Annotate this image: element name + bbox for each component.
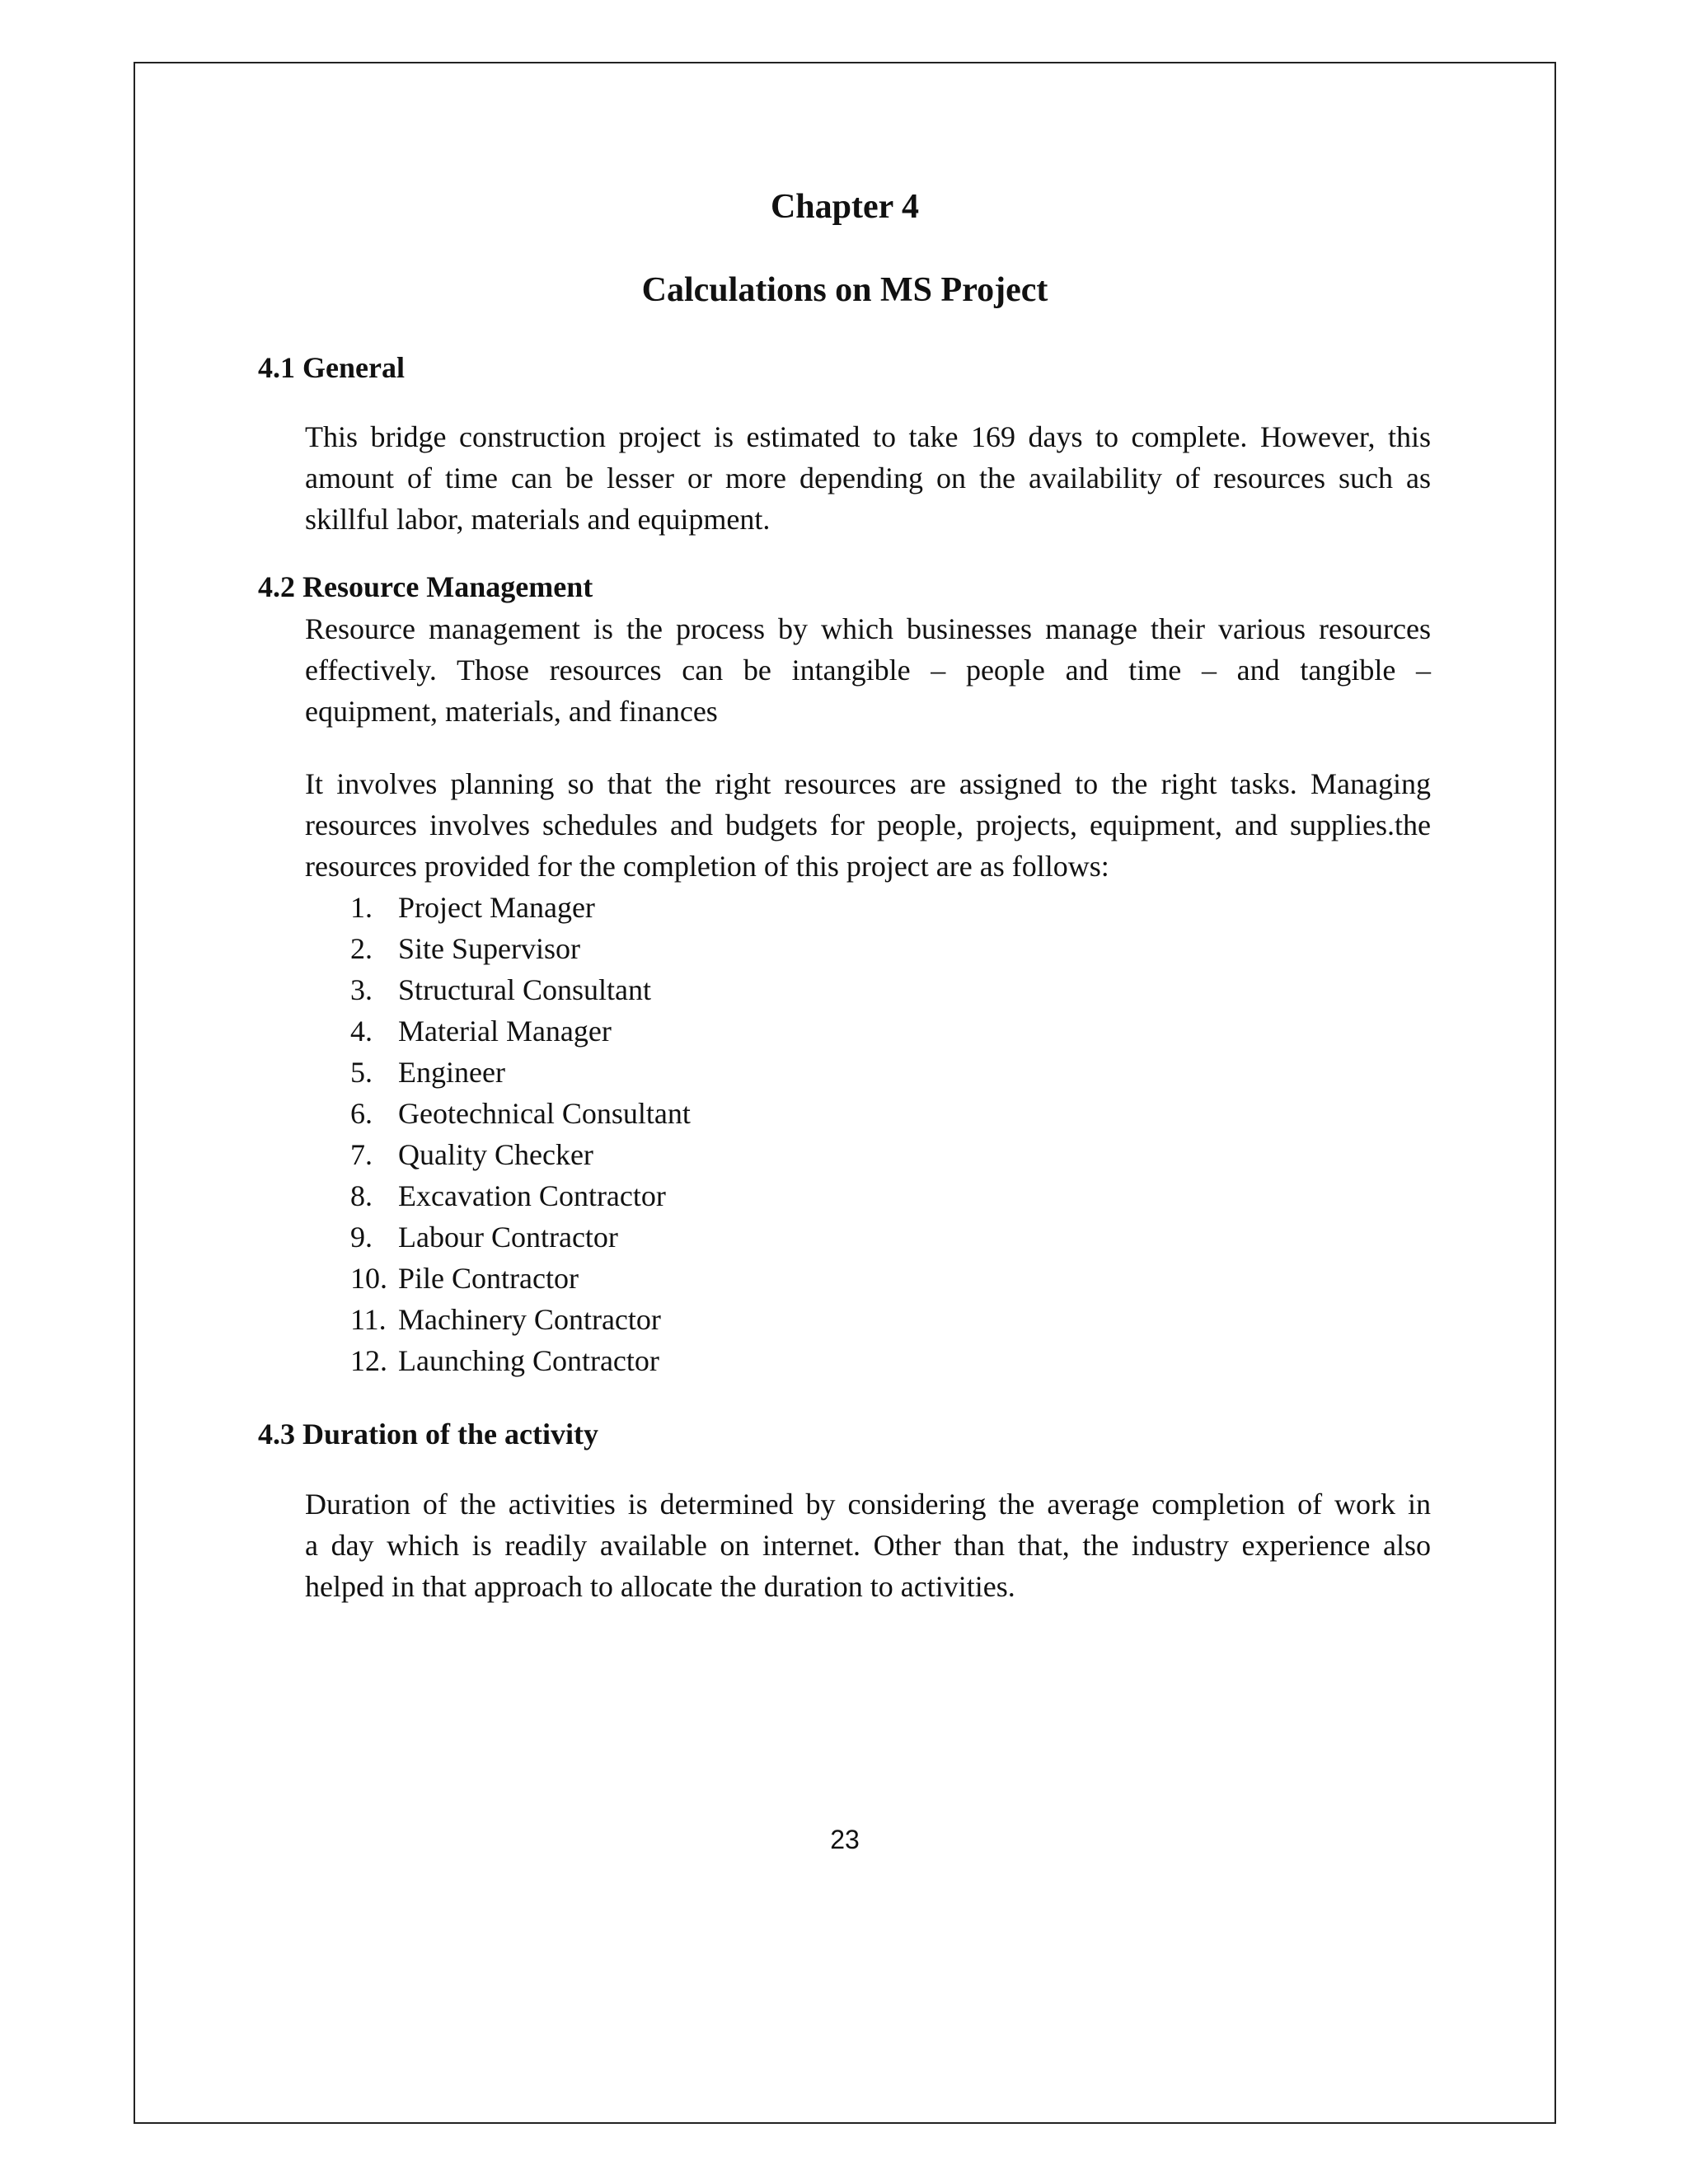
- paragraph-line: Resource management is the process by which businesses manage their various resources: [305, 612, 1431, 645]
- paragraph-line: skillful labor, materials and equipment.: [305, 503, 771, 536]
- paragraph-line: resources provided for the completion of this project are as follows:: [305, 850, 1109, 883]
- list-item-label: Engineer: [398, 1056, 505, 1089]
- list-item-number: 9.: [350, 1221, 373, 1254]
- section-heading-general: 4.1 General: [258, 351, 405, 384]
- list-item: [305, 1299, 691, 1340]
- list-item-number: 5.: [350, 1056, 373, 1089]
- list-item-label: Excavation Contractor: [398, 1179, 666, 1212]
- list-item: [305, 1258, 691, 1299]
- list-item-label: Project Manager: [398, 891, 595, 924]
- paragraph-line: amount of time can be lesser or more depending on the availability of resources such as: [305, 462, 1431, 494]
- paragraph-line: It involves planning so that the right resources are assigned to the right tasks. Managing: [305, 767, 1431, 800]
- list-item-number: 8.: [350, 1179, 373, 1212]
- list-item-number: 4.: [350, 1015, 373, 1047]
- list-item-number: 3.: [350, 973, 373, 1006]
- duration-paragraph: [305, 1483, 1431, 1607]
- list-item-label: Launching Contractor: [398, 1344, 659, 1377]
- list-item: [305, 1052, 691, 1093]
- list-item: [305, 1340, 691, 1381]
- list-item-number: 7.: [350, 1138, 373, 1171]
- list-item: [305, 1134, 691, 1175]
- list-item-number: 6.: [350, 1097, 373, 1130]
- list-item-label: Labour Contractor: [398, 1221, 618, 1254]
- list-item-label: Site Supervisor: [398, 932, 580, 965]
- list-item: [305, 887, 691, 928]
- list-item-number: 11.: [350, 1303, 387, 1336]
- page-number: 23: [830, 1825, 860, 1854]
- list-item: [305, 969, 691, 1010]
- list-item-number: 1.: [350, 891, 373, 924]
- chapter-title: Calculations on MS Project: [641, 271, 1048, 309]
- general-paragraph: [305, 416, 1431, 540]
- list-item-label: Machinery Contractor: [398, 1303, 661, 1336]
- paragraph-line: Duration of the activities is determined by considering the average completion of work in: [305, 1488, 1431, 1521]
- list-item: [305, 1010, 691, 1052]
- list-item-number: 12.: [350, 1344, 387, 1377]
- list-item-label: Pile Contractor: [398, 1262, 579, 1295]
- paragraph-line: a day which is readily available on internet. Other than that, the industry experience also: [305, 1529, 1431, 1562]
- list-item-label: Structural Consultant: [398, 973, 651, 1006]
- resource-list: [305, 887, 691, 1381]
- section-heading-duration: 4.3 Duration of the activity: [258, 1418, 598, 1451]
- list-item: [305, 1175, 691, 1216]
- list-item-label: Material Manager: [398, 1015, 612, 1047]
- section-heading-resource-management: 4.2 Resource Management: [258, 570, 593, 603]
- paragraph-line: resources involves schedules and budgets for people, projects, equipment, and supplies.the: [305, 808, 1431, 841]
- chapter-number: Chapter 4: [770, 188, 920, 226]
- list-item: [305, 1216, 691, 1258]
- list-item-label: Geotechnical Consultant: [398, 1097, 691, 1130]
- list-item-label: Quality Checker: [398, 1138, 593, 1171]
- paragraph-line: equipment, materials, and finances: [305, 695, 718, 728]
- list-item: [305, 1093, 691, 1134]
- list-item-number: 2.: [350, 932, 373, 965]
- resource-management-paragraph-1: [305, 608, 1431, 732]
- list-item-number: 10.: [350, 1262, 387, 1295]
- paragraph-line: effectively. Those resources can be intangible – people and time – and tangible –: [305, 654, 1431, 687]
- paragraph-line: helped in that approach to allocate the duration to activities.: [305, 1570, 1015, 1603]
- resource-management-paragraph-2: [305, 763, 1431, 887]
- paragraph-line: This bridge construction project is estimated to take 169 days to complete. However, this: [305, 420, 1431, 453]
- list-item: [305, 928, 691, 969]
